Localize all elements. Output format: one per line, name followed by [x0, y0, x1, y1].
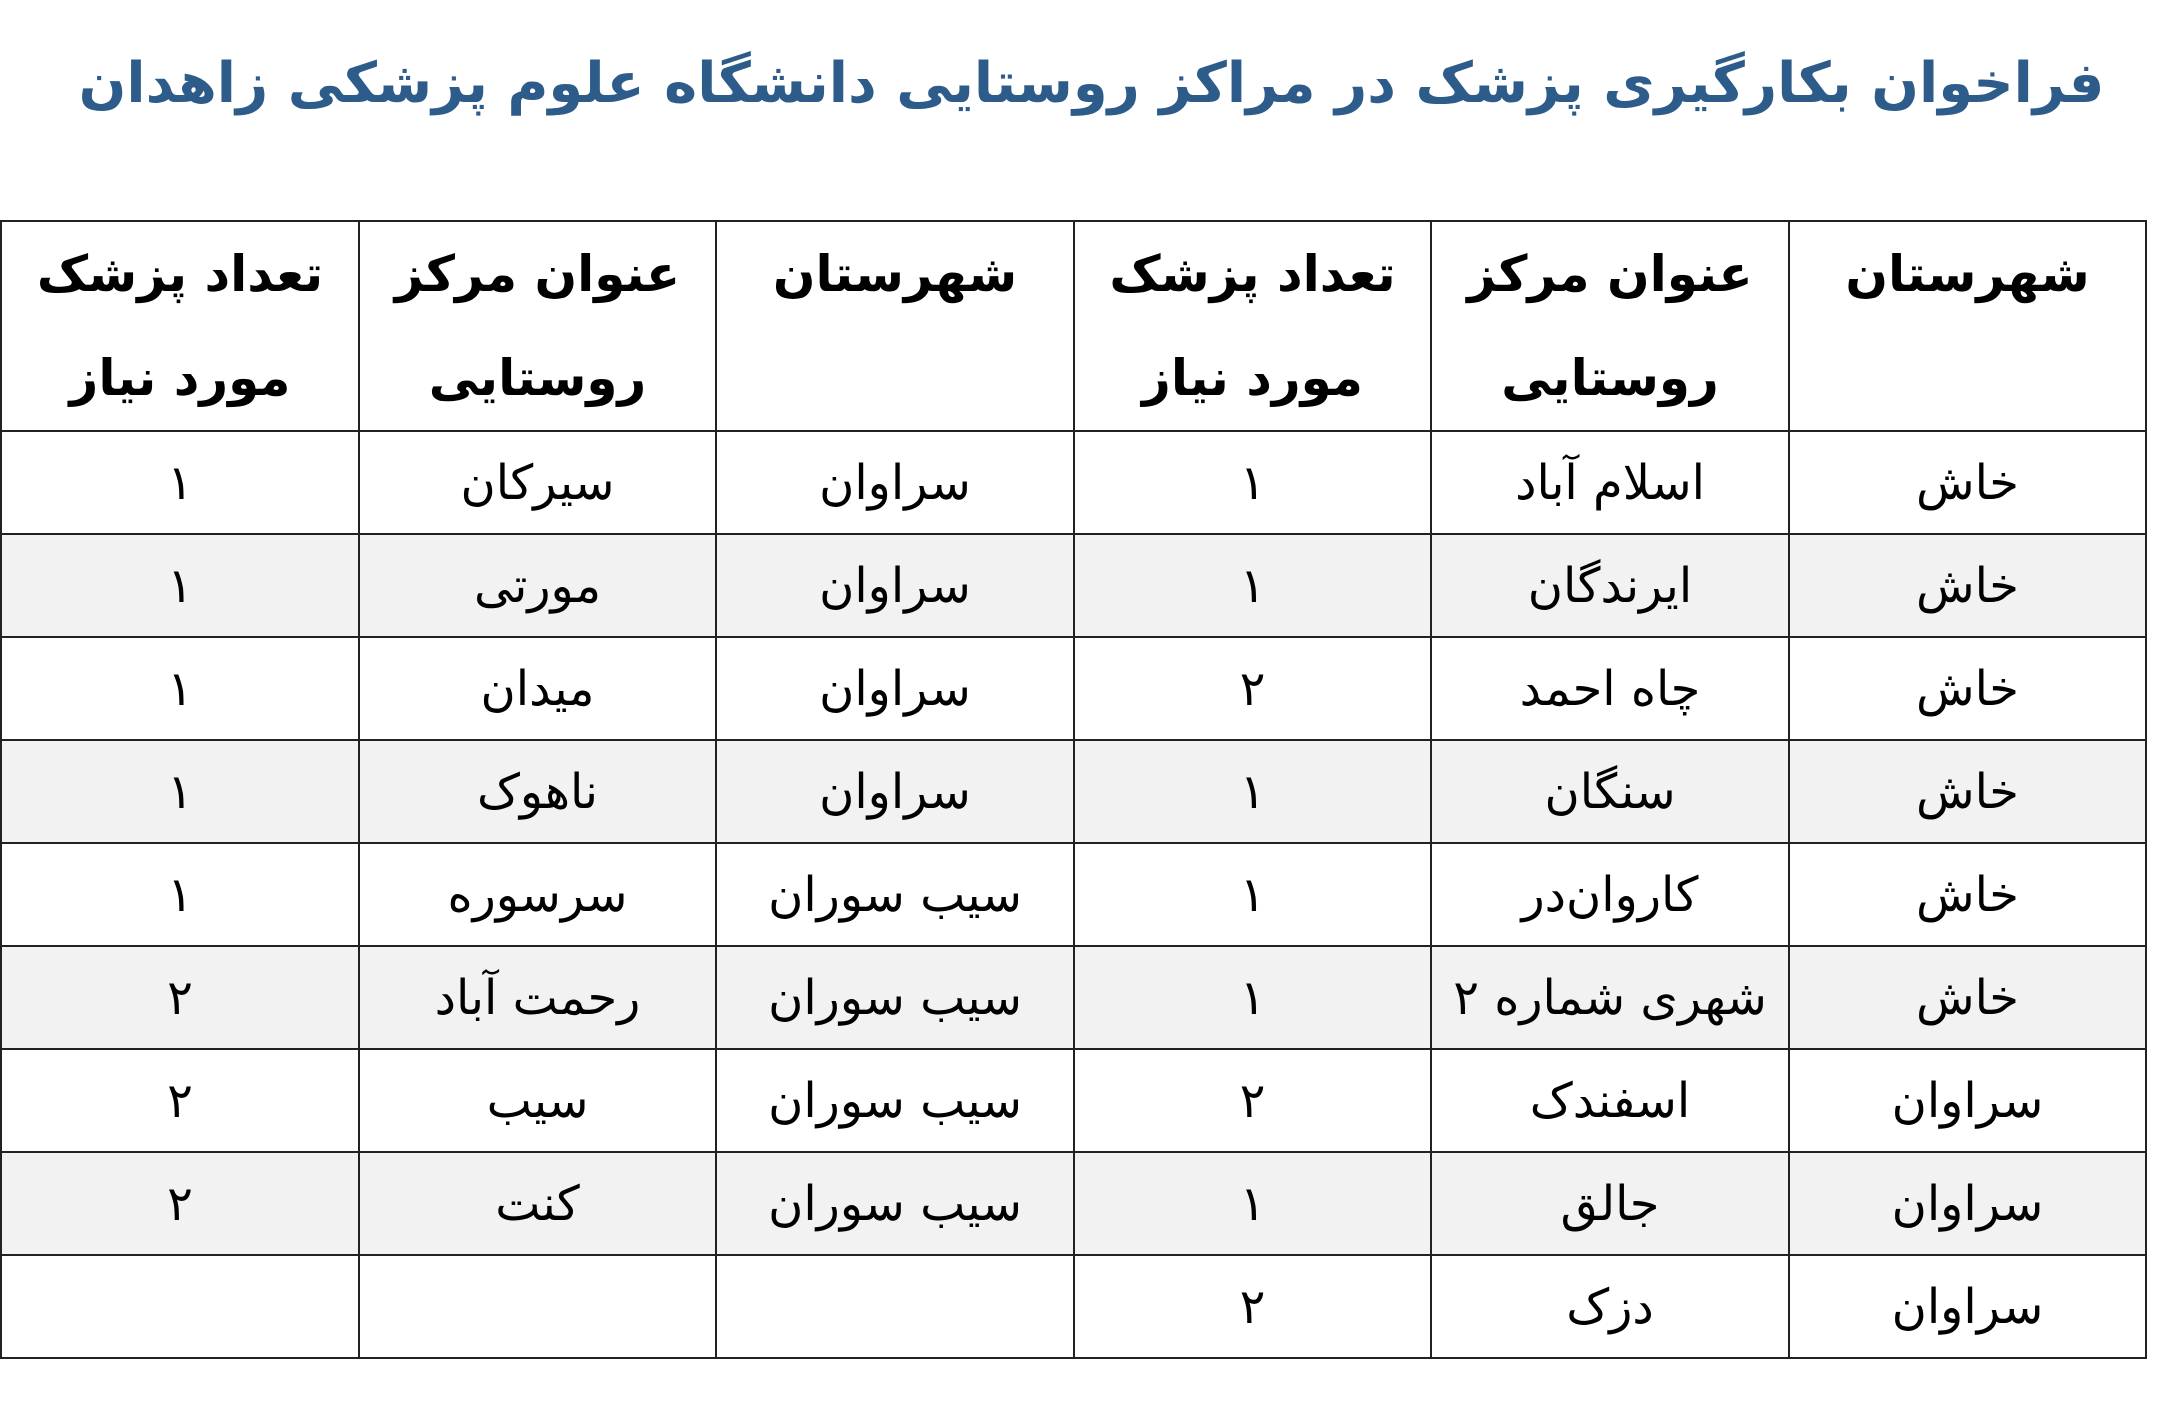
table-row: [1, 740, 2146, 843]
cell-county: سراوان: [716, 740, 1074, 843]
cell-doctor-count: ۱: [1074, 843, 1431, 946]
header-cell-center-title: عنوان مرکز روستایی: [359, 221, 716, 431]
table-row: [1, 534, 2146, 637]
cell-doctor-count: ۱: [1074, 534, 1431, 637]
cell-doctor-count: ۱: [1074, 740, 1431, 843]
cell-center-title: شهری شماره ۲: [1431, 946, 1789, 1049]
cell-county: سیب سوران: [716, 843, 1074, 946]
cell-center-title: ایرندگان: [1431, 534, 1789, 637]
cell-doctor-count: ۲: [1074, 637, 1431, 740]
cell-center-title: رحمت آباد: [359, 946, 716, 1049]
cell-center-title: سنگان: [1431, 740, 1789, 843]
cell-county: [716, 1255, 1074, 1358]
cell-county: خاش: [1789, 740, 2146, 843]
cell-doctor-count: ۱: [1074, 431, 1431, 534]
table-row: [1, 431, 2146, 534]
table-row: [1, 843, 2146, 946]
cell-center-title: ناهوک: [359, 740, 716, 843]
table-row: [1, 637, 2146, 740]
header-cell-county: شهرستان: [716, 221, 1074, 431]
cell-county: سراوان: [1789, 1152, 2146, 1255]
table-row: [1, 1152, 2146, 1255]
cell-center-title: سیرکان: [359, 431, 716, 534]
cell-doctor-count: ۲: [1, 1152, 359, 1255]
header-row: [1, 221, 2146, 431]
cell-county: سیب سوران: [716, 946, 1074, 1049]
cell-doctor-count: ۱: [1, 637, 359, 740]
cell-center-title: کنت: [359, 1152, 716, 1255]
cell-county: خاش: [1789, 637, 2146, 740]
cell-center-title: کاروان‌در: [1431, 843, 1789, 946]
cell-center-title: میدان: [359, 637, 716, 740]
cell-doctor-count: ۲: [1074, 1255, 1431, 1358]
cell-doctor-count: ۲: [1, 946, 359, 1049]
cell-center-title: دزک: [1431, 1255, 1789, 1358]
cell-county: خاش: [1789, 843, 2146, 946]
cell-county: سراوان: [716, 534, 1074, 637]
cell-doctor-count: ۱: [1074, 946, 1431, 1049]
cell-center-title: جالق: [1431, 1152, 1789, 1255]
cell-doctor-count: ۱: [1, 534, 359, 637]
cell-doctor-count: ۲: [1, 1049, 359, 1152]
cell-county: سراوان: [1789, 1049, 2146, 1152]
cell-county: سیب سوران: [716, 1049, 1074, 1152]
cell-county: سراوان: [716, 431, 1074, 534]
table-header: [1, 221, 2146, 431]
cell-county: سراوان: [1789, 1255, 2146, 1358]
cell-center-title: سیب: [359, 1049, 716, 1152]
table-row: [1, 1049, 2146, 1152]
cell-county: سراوان: [716, 637, 1074, 740]
cell-doctor-count: ۱: [1, 740, 359, 843]
cell-center-title: اسفندک: [1431, 1049, 1789, 1152]
cell-doctor-count: ۱: [1074, 1152, 1431, 1255]
table-body: [1, 431, 2146, 1358]
cell-center-title: [359, 1255, 716, 1358]
cell-center-title: اسلام آباد: [1431, 431, 1789, 534]
cell-doctor-count: [1, 1255, 359, 1358]
table-row: [1, 946, 2146, 1049]
doctor-recruitment-table: [0, 220, 2147, 1359]
table-row: [1, 1255, 2146, 1358]
cell-county: خاش: [1789, 534, 2146, 637]
cell-doctor-count: ۲: [1074, 1049, 1431, 1152]
cell-county: خاش: [1789, 431, 2146, 534]
cell-doctor-count: ۱: [1, 431, 359, 534]
cell-county: خاش: [1789, 946, 2146, 1049]
page-title: فراخوان بکارگیری پزشک در مراکز روستایی دانشگاه علوم پزشکی زاهدان: [78, 51, 2105, 116]
cell-county: سیب سوران: [716, 1152, 1074, 1255]
header-cell-county: شهرستان: [1789, 221, 2146, 431]
header-cell-center-title: عنوان مرکز روستایی: [1431, 221, 1789, 431]
cell-center-title: چاه احمد: [1431, 637, 1789, 740]
header-cell-doctor-count: تعداد پزشک مورد نیاز: [1, 221, 359, 431]
header-cell-doctor-count: تعداد پزشک مورد نیاز: [1074, 221, 1431, 431]
cell-doctor-count: ۱: [1, 843, 359, 946]
cell-center-title: مورتی: [359, 534, 716, 637]
cell-center-title: سرسوره: [359, 843, 716, 946]
